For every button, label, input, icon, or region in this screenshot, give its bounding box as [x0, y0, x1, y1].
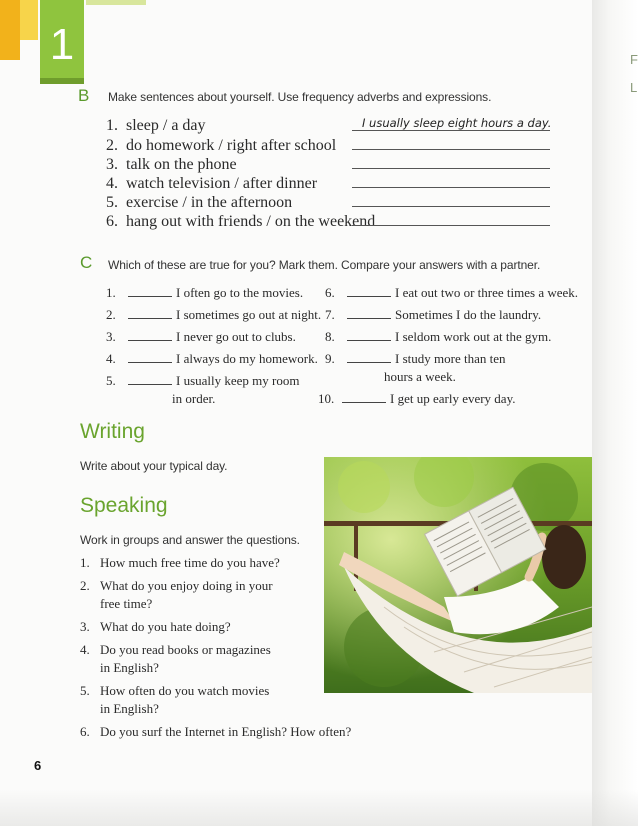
- item-text: I never go out to clubs.: [176, 329, 296, 344]
- checkbox-blank[interactable]: [128, 339, 172, 341]
- item-number: 6.: [80, 724, 90, 739]
- checkbox-blank[interactable]: [342, 401, 386, 403]
- item-text-continued: hours a week.: [384, 369, 456, 384]
- list-item: [80, 618, 231, 636]
- checkbox-blank[interactable]: [128, 383, 172, 385]
- item-number: 5.: [80, 683, 90, 698]
- photo-illustration: [324, 457, 592, 693]
- item-number: 7.: [325, 307, 335, 322]
- item-text: talk on the phone: [126, 156, 237, 173]
- list-item: [106, 156, 237, 174]
- list-item: [325, 307, 541, 323]
- answer-line[interactable]: [352, 187, 550, 188]
- list-item: [106, 351, 318, 367]
- list-item: [80, 682, 269, 700]
- list-item: [106, 213, 375, 231]
- checkbox-blank[interactable]: [128, 361, 172, 363]
- item-text: I seldom work out at the gym.: [395, 329, 552, 344]
- answer-line[interactable]: [352, 149, 550, 150]
- item-text: I get up early every day.: [390, 391, 516, 406]
- item-text: watch television / after dinner: [126, 175, 318, 192]
- hammock-reading-photo: [324, 457, 592, 693]
- checkbox-blank[interactable]: [347, 295, 391, 297]
- list-item: [80, 641, 271, 659]
- item-number: 1.: [80, 555, 90, 570]
- item-text: exercise / in the afternoon: [126, 194, 293, 211]
- item-text: I often go to the movies.: [176, 285, 304, 300]
- answer-line[interactable]: [352, 225, 550, 226]
- item-number: 2.: [80, 578, 90, 593]
- checkbox-blank[interactable]: [128, 317, 172, 319]
- item-number: 4.: [106, 351, 116, 366]
- list-item: [106, 175, 317, 193]
- list-item: [325, 285, 578, 301]
- item-number: 3.: [80, 619, 90, 634]
- item-text: What do you hate doing?: [100, 619, 231, 634]
- writing-heading: Writing: [80, 420, 145, 443]
- item-text-continued: in order.: [172, 391, 216, 406]
- item-number: 5.: [106, 194, 118, 211]
- item-text: Do you surf the Internet in English? How often?: [100, 724, 352, 739]
- section-b-letter: B: [78, 86, 90, 105]
- item-number: 1.: [106, 285, 116, 300]
- item-text: Do you read books or magazines: [100, 642, 271, 657]
- item-number: 1.: [106, 117, 118, 134]
- sample-answer: I usually sleep eight hours a day.: [362, 116, 552, 130]
- item-number: 10.: [318, 391, 335, 406]
- list-item: [325, 329, 551, 345]
- section-c-instruction: Which of these are true for you? Mark them. Compare your answers with a partner.: [108, 258, 541, 272]
- item-number: 6.: [325, 285, 335, 300]
- checkbox-blank[interactable]: [128, 295, 172, 297]
- checkbox-blank[interactable]: [347, 339, 391, 341]
- item-number: 5.: [106, 373, 116, 388]
- scan-shadow: [0, 790, 638, 826]
- item-text: How often do you watch movies: [100, 683, 270, 698]
- list-item: [80, 554, 280, 572]
- item-text: sleep / a day: [126, 117, 206, 134]
- item-text: Sometimes I do the laundry.: [395, 307, 542, 322]
- answer-line[interactable]: [352, 130, 550, 131]
- section-c-letter: C: [80, 253, 93, 272]
- list-item: [106, 329, 296, 345]
- list-item: [106, 117, 206, 135]
- decor-stripe: [20, 0, 38, 40]
- item-text: I usually keep my room: [176, 373, 300, 388]
- item-text: hang out with friends / on the weekend: [126, 213, 376, 230]
- answer-line[interactable]: [352, 206, 550, 207]
- item-text: I eat out two or three times a week.: [395, 285, 579, 300]
- list-item: [106, 307, 321, 323]
- speaking-instruction: Work in groups and answer the questions.: [80, 533, 300, 547]
- item-text: How much free time do you have?: [100, 555, 280, 570]
- edge-letter: L: [630, 80, 638, 95]
- item-text-continued: in English?: [100, 701, 159, 716]
- list-item: [318, 391, 516, 407]
- item-text: I always do my homework.: [176, 351, 318, 366]
- item-text-continued: free time?: [100, 596, 153, 611]
- item-number: 4.: [106, 175, 118, 192]
- list-item: [80, 723, 351, 741]
- list-item: [325, 351, 505, 367]
- item-number: 2.: [106, 307, 116, 322]
- item-number: 8.: [325, 329, 335, 344]
- item-text-continued: in English?: [100, 660, 159, 675]
- list-item: [106, 285, 303, 301]
- list-item: [106, 194, 292, 212]
- edge-letter: F: [630, 52, 638, 67]
- item-text: I sometimes go out at night.: [176, 307, 322, 322]
- unit-number: 1: [49, 20, 75, 69]
- checkbox-blank[interactable]: [347, 361, 391, 363]
- item-text: I study more than ten: [395, 351, 506, 366]
- page-number: 6: [34, 758, 42, 773]
- decor-stripe: [86, 0, 146, 5]
- item-number: 2.: [106, 137, 118, 154]
- item-number: 4.: [80, 642, 90, 657]
- item-text: What do you enjoy doing in your: [100, 578, 273, 593]
- next-page-edge: [592, 0, 638, 826]
- checkbox-blank[interactable]: [347, 317, 391, 319]
- answer-line[interactable]: [352, 168, 550, 169]
- list-item: [106, 373, 299, 389]
- item-number: 6.: [106, 213, 118, 230]
- section-b-instruction: Make sentences about yourself. Use frequency adverbs and expressions.: [108, 90, 492, 104]
- speaking-heading: Speaking: [80, 494, 168, 517]
- item-number: 9.: [325, 351, 335, 366]
- item-number: 3.: [106, 156, 118, 173]
- item-number: 3.: [106, 329, 116, 344]
- writing-instruction: Write about your typical day.: [80, 459, 228, 473]
- list-item: [80, 577, 273, 595]
- item-text: do homework / right after school: [126, 137, 337, 154]
- list-item: [106, 137, 336, 155]
- decor-stripe: [0, 0, 20, 60]
